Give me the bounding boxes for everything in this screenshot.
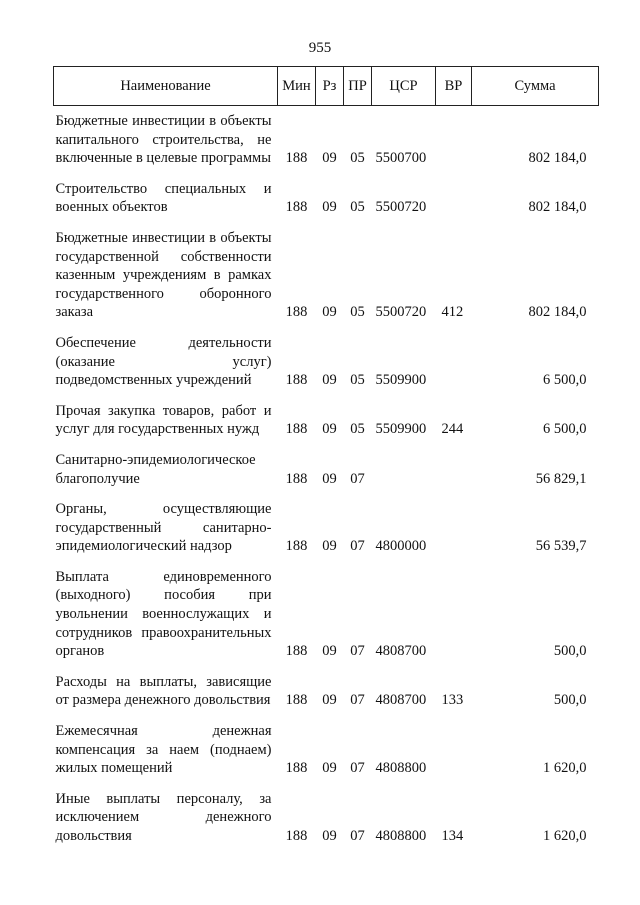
row-min: 188: [285, 643, 308, 660]
column-header-sum: Сумма: [472, 67, 599, 106]
row-rz: 09: [322, 199, 337, 216]
row-vr: [436, 334, 472, 402]
row-vr: 244: [441, 421, 464, 438]
row-name: Прочая закупка товаров, работ и услуг для государственных нужд: [55, 402, 272, 438]
row-pr: 05: [350, 421, 365, 438]
row-sum: 1 620,0: [543, 828, 587, 844]
row-sum: 56 829,1: [535, 470, 587, 487]
row-rz: 09: [322, 643, 337, 660]
table-row: [54, 229, 599, 334]
table-row: [54, 722, 599, 790]
row-min: 188: [285, 692, 308, 709]
row-csr: [372, 451, 436, 500]
table-row: [54, 673, 599, 722]
column-header-csr: ЦСР: [372, 67, 436, 106]
row-rz: 09: [322, 470, 337, 487]
row-pr: 07: [350, 828, 365, 844]
row-sum: 56 539,7: [535, 538, 587, 555]
row-min: 188: [285, 538, 308, 555]
row-csr: 5500720: [375, 304, 427, 321]
row-rz: 09: [322, 538, 337, 555]
row-min: 188: [285, 304, 308, 321]
row-pr: 07: [350, 538, 365, 555]
row-rz: 09: [322, 150, 337, 167]
row-name: Бюджетные инвестиции в объекты государственной собственности казенным учреждениям в рамках государственного оборонного заказа: [55, 229, 272, 321]
row-name: Обеспечение деятельности (оказание услуг) подведомственных учреждений: [55, 334, 272, 389]
row-sum: 6 500,0: [543, 372, 587, 389]
row-csr: 4808700: [375, 643, 427, 660]
row-sum: 500,0: [553, 692, 587, 709]
row-rz: 09: [322, 421, 337, 438]
table-row: [54, 402, 599, 451]
row-rz: 09: [322, 760, 337, 777]
page-number: 955: [308, 40, 332, 56]
row-rz: 09: [322, 372, 337, 389]
row-min: 188: [285, 199, 308, 216]
row-vr: [436, 568, 472, 673]
row-min: 188: [285, 150, 308, 167]
row-sum: 1 620,0: [543, 760, 587, 777]
row-rz: 09: [322, 692, 337, 709]
table-header-row: [54, 67, 599, 106]
table-row: [54, 500, 599, 568]
row-pr: 05: [350, 199, 365, 216]
row-min: 188: [285, 760, 308, 777]
column-header-name: Наименование: [54, 67, 278, 106]
row-csr: 4808700: [375, 692, 427, 709]
column-header-pr: ПР: [344, 67, 372, 106]
row-rz: 09: [322, 304, 337, 321]
row-name: Органы, осуществляющие государственный санитарно-эпидемиологический надзор: [55, 501, 272, 555]
row-pr: 05: [350, 372, 365, 389]
column-header-min: Мин: [278, 67, 316, 106]
row-vr: [436, 722, 472, 790]
row-min: 188: [285, 828, 308, 844]
row-name: Выплата единовременного (выходного) пособия при увольнении военнослужащих и сотрудников правоохранительных органов: [55, 568, 272, 660]
table-row: [54, 334, 599, 402]
row-sum: 802 184,0: [528, 304, 587, 321]
row-name: Иные выплаты персоналу, за исключением денежного довольствия: [55, 790, 272, 844]
row-pr: 07: [350, 692, 365, 709]
table-row: [54, 180, 599, 229]
row-name: Санитарно-эпидемиологическое благополучие: [55, 451, 256, 487]
row-name: Расходы на выплаты, зависящие от размера денежного довольствия: [55, 673, 272, 709]
row-pr: 07: [350, 643, 365, 660]
row-csr: 5509900: [375, 372, 427, 389]
row-pr: 07: [350, 470, 365, 487]
column-header-vr: ВР: [436, 67, 472, 106]
row-csr: 4808800: [375, 828, 427, 844]
row-name: Строительство специальных и военных объектов: [55, 180, 272, 216]
row-csr: 5509900: [375, 421, 427, 438]
table-row: [54, 568, 599, 673]
row-vr: [436, 106, 472, 180]
column-header-rz: Рз: [316, 67, 344, 106]
row-sum: 500,0: [553, 643, 587, 660]
row-vr: [436, 451, 472, 500]
row-name: Бюджетные инвестиции в объекты капитального строительства, не включенные в целевые программы: [55, 113, 272, 167]
row-pr: 05: [350, 304, 365, 321]
row-vr: 133: [441, 692, 464, 709]
row-sum: 802 184,0: [528, 199, 587, 216]
row-csr: 4808800: [375, 760, 427, 777]
row-vr: 134: [441, 828, 464, 844]
row-vr: [436, 180, 472, 229]
row-pr: 07: [350, 760, 365, 777]
table-row: [54, 451, 599, 500]
row-sum: 6 500,0: [543, 421, 587, 438]
row-csr: 5500720: [375, 199, 427, 216]
row-vr: 412: [441, 304, 464, 321]
row-min: 188: [285, 470, 308, 487]
table-row: [54, 790, 599, 858]
row-name: Ежемесячная денежная компенсация за наем (поднаем) жилых помещений: [55, 723, 272, 777]
row-vr: [436, 500, 472, 568]
row-sum: 802 184,0: [528, 150, 587, 167]
row-csr: 5500700: [375, 150, 427, 167]
table-row: [54, 106, 599, 180]
row-min: 188: [285, 372, 308, 389]
budget-table: [53, 66, 599, 858]
row-rz: 09: [322, 828, 337, 844]
row-csr: 4800000: [375, 538, 427, 555]
row-min: 188: [285, 421, 308, 438]
row-pr: 05: [350, 150, 365, 167]
